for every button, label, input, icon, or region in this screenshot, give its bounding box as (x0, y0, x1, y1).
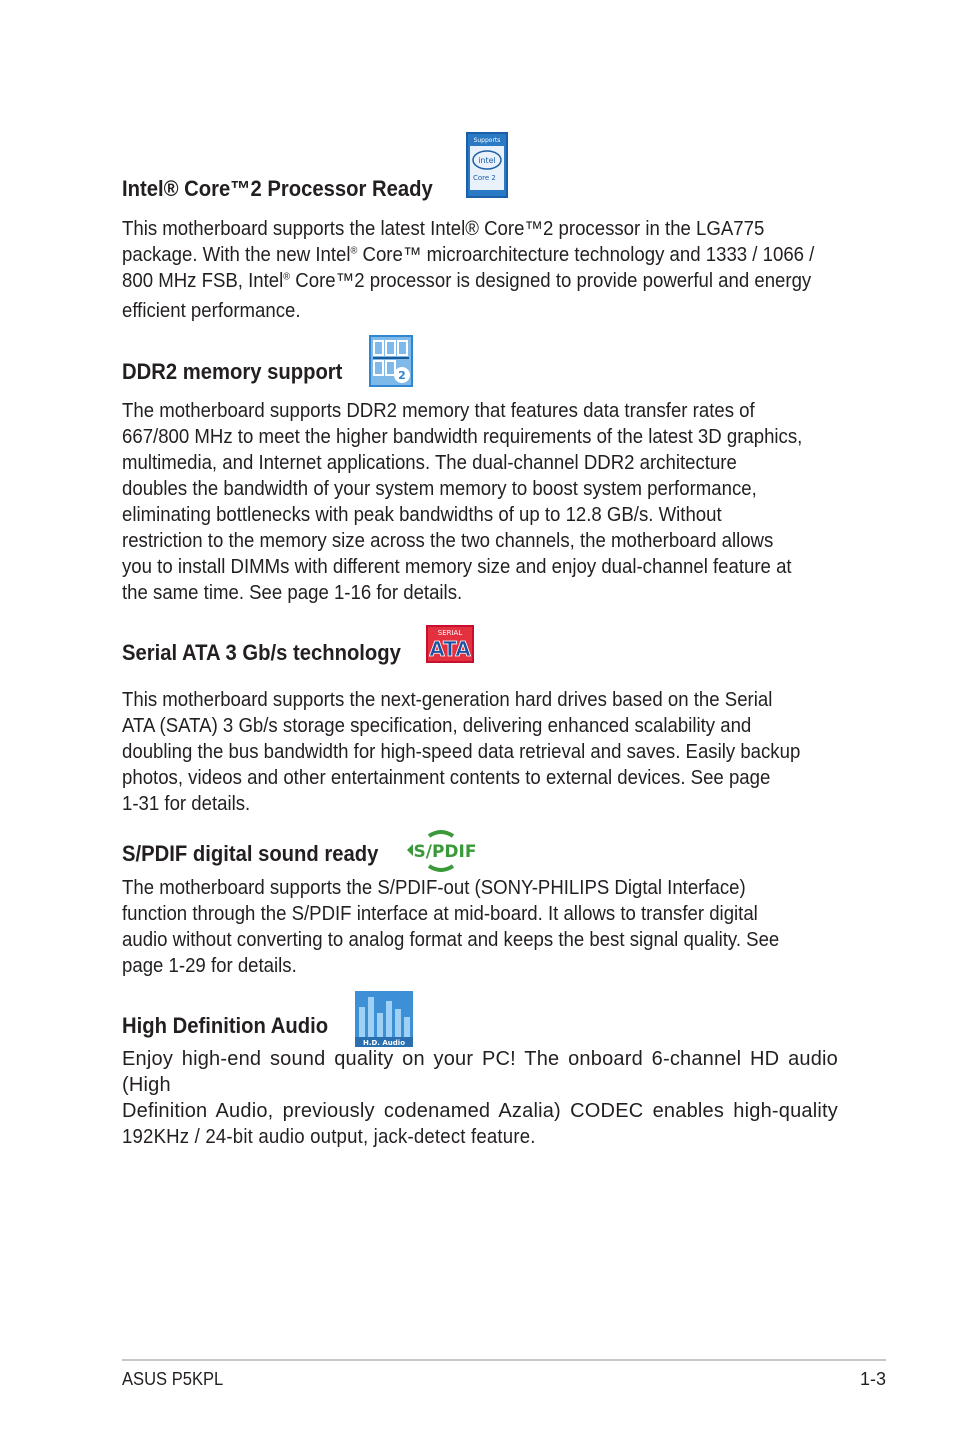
logo-text: 2 (398, 369, 406, 382)
body-line: 800 MHz FSB, Intel® Core™2 processor is designed to provide powerful and energy (122, 270, 812, 292)
body-line: package. With the new Intel® Core™ microarchitecture technology and 1333 / 1066 / (122, 244, 815, 266)
body-line: you to install DIMMs with different memory size and enjoy dual-channel feature at (122, 556, 792, 578)
section-heading: S/PDIF digital sound ready (122, 841, 379, 866)
hd-audio-logo-icon (355, 991, 413, 1047)
section-body (122, 875, 838, 979)
body-line: This motherboard supports the latest Intel® Core™2 processor in the LGA775 (122, 218, 765, 240)
body-line: multimedia, and Internet applications. The dual-channel DDR2 architecture (122, 452, 737, 474)
body-line: the same time. See page 1-16 for details. (122, 582, 463, 604)
body-line: 192KHz / 24-bit audio output, jack-detect feature. (122, 1126, 536, 1148)
logo-text: SERIAL (437, 629, 463, 637)
body-line: ATA (SATA) 3 Gb/s storage specification, delivering enhanced scalability and (122, 715, 752, 737)
intel-core2-logo-icon (466, 132, 508, 198)
body-line: This motherboard supports the next-generation hard drives based on the Serial (122, 689, 773, 711)
section-heading: High Definition Audio (122, 1013, 329, 1038)
footer-page-number: 1-3 (859, 1369, 886, 1389)
ddr2-logo-icon (369, 335, 413, 387)
body-line: Enjoy high-end sound quality on your PC! The onboard 6-channel HD audio (High (122, 1048, 838, 1096)
section-body (122, 216, 838, 324)
footer-product-name: ASUS P5KPL (122, 1369, 224, 1389)
logo-text: S/PDIF (413, 842, 477, 862)
logo-text: H.D. Audio (362, 1039, 406, 1047)
body-line: photos, videos and other entertainment contents to external devices. See page (122, 767, 771, 789)
logo-text: intel (478, 156, 496, 165)
body-line: eliminating bottlenecks with peak bandwidths of up to 12.8 GB/s. Without (122, 504, 722, 526)
logo-text: Supports (473, 137, 501, 144)
spdif-logo-icon (405, 828, 477, 872)
body-line: restriction to the memory size across the two channels, the motherboard allows (122, 530, 774, 552)
body-line: audio without converting to analog format and keeps the best signal quality. See (122, 929, 780, 951)
body-line: efficient performance. (122, 300, 301, 322)
logo-text: Core 2 (473, 174, 496, 182)
body-line: function through the S/PDIF interface at mid-board. It allows to transfer digital (122, 903, 758, 925)
body-line: 667/800 MHz to meet the higher bandwidth requirements of the latest 3D graphics, (122, 426, 803, 448)
section-heading: DDR2 memory support (122, 359, 343, 384)
body-line: page 1-29 for details. (122, 955, 297, 977)
logo-text: ATA (429, 637, 471, 661)
body-line: doubles the bandwidth of your system memory to boost system performance, (122, 478, 757, 500)
footer-divider (122, 1359, 886, 1361)
section-body (122, 398, 838, 606)
serial-ata-logo-icon (426, 625, 474, 663)
body-line: Definition Audio, previously codenamed Azalia) CODEC enables high-quality (122, 1100, 838, 1122)
body-line: The motherboard supports the S/PDIF-out (SONY-PHILIPS Digtal Interface) (122, 877, 746, 899)
body-line: doubling the bus bandwidth for high-speed data retrieval and saves. Easily backup (122, 741, 801, 763)
section-body (122, 687, 838, 817)
body-line: 1-31 for details. (122, 793, 251, 815)
section-heading: Intel® Core™2 Processor Ready (122, 176, 433, 201)
section-body (122, 1046, 838, 1150)
section-heading: Serial ATA 3 Gb/s technology (122, 640, 401, 665)
body-line: The motherboard supports DDR2 memory that features data transfer rates of (122, 400, 755, 422)
